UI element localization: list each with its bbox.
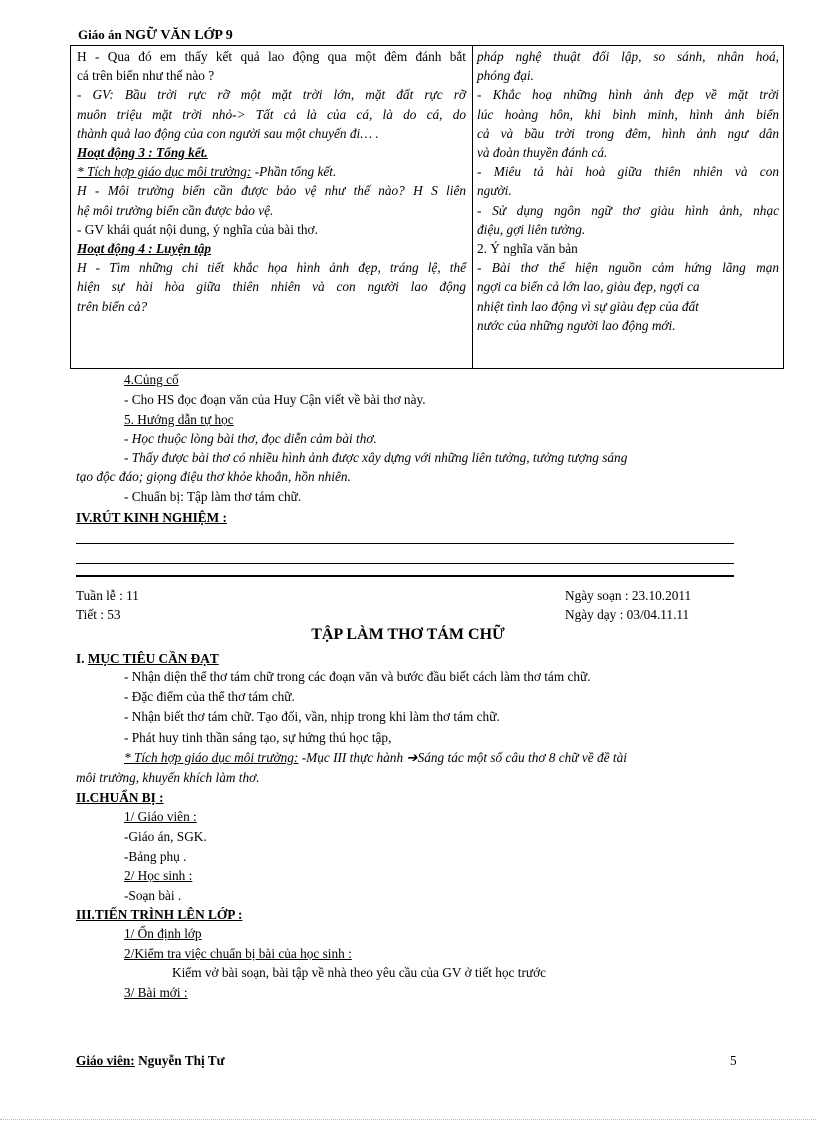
table-right-line: - Bài thơ thể hiện nguồn cảm hứng lãng mạn	[477, 260, 779, 276]
self-study-item: - Thấy được bài thơ có nhiều hình ảnh được xây dựng với những liên tưởng, tưởng tượng sáng	[124, 450, 628, 465]
teach-date: Ngày dạy : 03/04.11.11	[565, 607, 690, 622]
prepare-item: - Chuẩn bị: Tập làm thơ tám chữ.	[124, 489, 302, 504]
lesson-table	[70, 45, 784, 369]
activity-3-heading: Hoạt động 3 : Tổng kết.	[77, 145, 208, 161]
table-right-line: cả và bầu trời trong đêm, hình ảnh ngư dân	[477, 125, 779, 141]
table-right-line: pháp nghệ thuật đối lập, so sánh, nhân hoá,	[477, 49, 779, 64]
self-study-item-cont: tạo độc đáo; giọng điệu thơ khỏe khoắn, hồn nhiên.	[76, 469, 351, 484]
consolidation-item: - Cho HS đọc đoạn văn của Huy Cận viết về bài thơ này.	[124, 392, 426, 407]
activity-4-heading: Hoạt động 4 : Luyện tập	[77, 241, 212, 257]
objective-item: - Nhận biết thơ tám chữ. Tạo đối, vần, nhịp trong khi làm thơ tám chữ.	[124, 709, 500, 724]
table-right-line: người.	[477, 183, 512, 199]
env-objective-cont: môi trường, khuyến khích làm thơ.	[76, 770, 260, 785]
section-1-heading: I. MỤC TIÊU CẦN ĐẠT	[76, 651, 219, 666]
teacher-name: Nguyễn Thị Tư	[138, 1053, 225, 1068]
table-left-line: hiện sự hài hòa giữa thiên nhiên và con người lao động	[77, 279, 466, 295]
period-label: Tiết : 53	[76, 607, 121, 622]
table-right-line: nhiệt tình lao động vì sự giàu đẹp của đất	[477, 298, 699, 314]
table-left-line: hệ môi trường biển cần được bảo vệ.	[77, 202, 274, 218]
section-3-heading: III.TIẾN TRÌNH LÊN LỚP :	[76, 907, 243, 922]
meaning-heading: 2. Ý nghĩa văn bản	[477, 241, 578, 257]
section-1-heading-text: MỤC TIÊU CẦN ĐẠT	[87, 651, 219, 666]
table-left-line: - GV: Bầu trời rực rỡ một mặt trời lớn, mặt đất rực rỡ	[77, 87, 466, 103]
table-right-line: - Khắc hoạ những hình ảnh đẹp về mặt trời	[477, 87, 779, 103]
consolidation-heading: 4.Củng cố	[124, 372, 179, 387]
table-left-line: - GV khái quát nội dung, ý nghĩa của bài thơ.	[77, 221, 318, 237]
self-study-heading: 5. Hướng dẫn tự học	[124, 412, 234, 427]
table-right-line: điệu, gợi liên tưởng.	[477, 221, 586, 237]
student-heading: 2/ Học sinh :	[124, 868, 193, 883]
objective-item: - Nhận diện thể thơ tám chữ trong các đoạn văn và bước đầu biết cách làm thơ tám chữ.	[124, 669, 591, 684]
table-right-line: nước của những người lao động mới.	[477, 317, 676, 333]
teacher-item: -Bảng phụ .	[124, 849, 187, 864]
table-left-line: muôn triệu mặt trời nhỏ-> Tất cả là của cá, là do cá, do	[77, 106, 466, 122]
rule-line	[76, 575, 734, 577]
header-subject: NGỮ VĂN LỚP 9	[124, 28, 233, 43]
section-2-heading: II.CHUẨN BỊ :	[76, 790, 164, 805]
table-right-column	[477, 47, 779, 335]
table-left-line: thành quả lao động của con người sau một chuyến đi… .	[77, 125, 379, 141]
step-2-heading: 2/Kiểm tra việc chuẩn bị bài của học sinh :	[124, 946, 352, 961]
page-number: 5	[730, 1053, 737, 1068]
table-left-column	[77, 47, 466, 316]
env-integration-line	[77, 162, 466, 181]
step-2-item: Kiểm vở bài soạn, bài tập về nhà theo yêu cầu của GV ở tiết học trước	[172, 965, 547, 980]
prep-date: Ngày soạn : 23.10.2011	[565, 588, 692, 603]
objective-item: - Đặc điểm của thể thơ tám chữ.	[124, 689, 295, 704]
env-objective-line	[124, 750, 627, 766]
env-objective-label: * Tích hợp giáo dục môi trường:	[124, 750, 299, 765]
table-left-line: trên biển cả?	[77, 298, 148, 314]
page-header	[78, 27, 233, 44]
week-label: Tuần lễ : 11	[76, 588, 139, 603]
table-right-line: lúc hoàng hôn, khi bình minh, hình ảnh biển	[477, 106, 779, 122]
env-integration-text: -Phần tổng kết.	[254, 164, 337, 180]
table-left-line: H - Môi trường biển cần được bảo vệ như thế nào? H S liên	[77, 183, 466, 199]
step-3-heading: 3/ Bài mới :	[124, 985, 188, 1000]
student-item: -Soạn bài .	[124, 888, 182, 903]
table-left-line: H - Tìm những chi tiết khắc họa hình ảnh đẹp, tráng lệ, thể	[77, 260, 466, 276]
table-right-line: - Sử dụng ngôn ngữ thơ giàu hình ảnh, nhạc	[477, 202, 779, 218]
page-title: TẬP LÀM THƠ TÁM CHỮ	[311, 626, 505, 643]
table-right-line: và đoàn thuyền đánh cá.	[477, 145, 608, 161]
table-left-line: cá trên biển như thế nào ?	[77, 68, 215, 84]
experience-heading: IV.RÚT KINH NGHIỆM :	[76, 510, 227, 525]
step-1-heading: 1/ Ổn định lớp	[124, 926, 202, 941]
env-objective-task: Sáng tác một số câu thơ 8 chữ về đề tài	[417, 750, 627, 765]
rule-line	[76, 543, 734, 544]
rule-line	[76, 563, 734, 564]
table-right-line: phóng đại.	[477, 68, 534, 84]
env-objective-text: -Mục III thực hành	[301, 750, 404, 765]
table-right-line: ngợi ca biển cả lớn lao, giàu đẹp, ngợi ca	[477, 279, 700, 295]
header-prefix: Giáo án	[78, 27, 122, 42]
env-integration-label: * Tích hợp giáo dục môi trường:	[77, 164, 252, 180]
page-edge	[0, 1119, 816, 1120]
table-column-divider	[472, 46, 473, 368]
objective-item: - Phát huy tinh thần sáng tạo, sự hứng thú học tập,	[124, 730, 392, 745]
teacher-heading: 1/ Giáo viên :	[124, 809, 197, 824]
table-right-line: - Miêu tả hài hoà giữa thiên nhiên và con	[477, 164, 779, 180]
self-study-item: - Học thuộc lòng bài thơ, đọc diễn cảm bài thơ.	[124, 431, 377, 446]
footer-label: Giáo viên:	[76, 1053, 135, 1068]
arrow-icon: ➔	[406, 750, 418, 765]
teacher-item: -Giáo án, SGK.	[124, 829, 207, 844]
table-left-line: H - Qua đó em thấy kết quả lao động qua một đêm đánh bắt	[77, 49, 466, 64]
page-footer	[76, 1053, 225, 1069]
